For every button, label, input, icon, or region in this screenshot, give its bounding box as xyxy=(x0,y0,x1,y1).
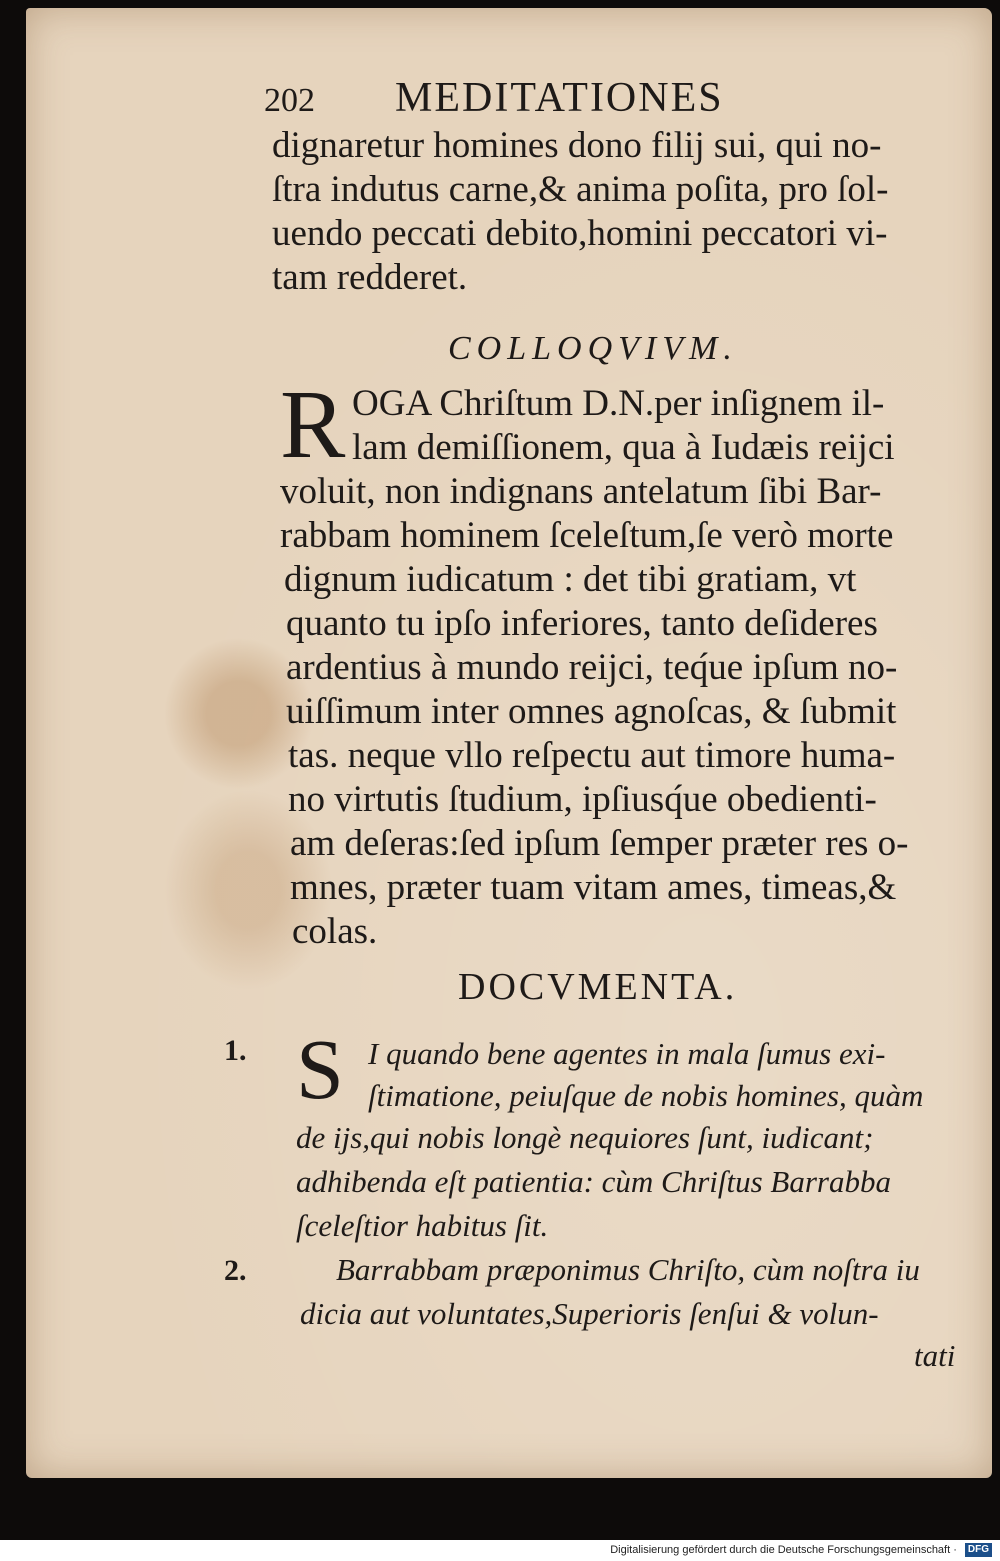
colloquium-line: voluit, non indignans antelatum ſibi Bar- xyxy=(280,471,882,512)
colloquium-line: ardentius à mundo reijci, teq́ue ipſum no- xyxy=(286,647,898,688)
documenta-drop-cap: S xyxy=(296,1021,344,1117)
intro-line: tam redderet. xyxy=(272,257,468,298)
colloquium-line: lam demiſſionem, qua à Iudæis reijci xyxy=(352,427,895,468)
colloquium-line: rabbam hominem ſceleſtum,ſe verò morte xyxy=(280,515,894,556)
documenta-line: ſtimatione, peiuſque de nobis homines, quàm xyxy=(368,1078,924,1113)
intro-line: ſtra indutus carne,& anima poſita, pro ſol- xyxy=(272,169,889,210)
documenta-line: I quando bene agentes in mala ſumus exi- xyxy=(368,1036,886,1071)
colloquium-line: OGA Chriſtum D.N.per inſignem il- xyxy=(352,383,885,424)
documenta-line: adhibenda eſt patientia: cùm Chriſtus Barrabba xyxy=(296,1164,891,1199)
colloquium-line: dignum iudicatum : det tibi gratiam, vt xyxy=(284,559,857,600)
running-head xyxy=(264,74,724,122)
documenta-line: tati xyxy=(914,1338,956,1373)
colloquium-drop-cap: R xyxy=(280,371,346,479)
colloquium-line: quanto tu ipſo inferiores, tanto deſideres xyxy=(286,603,878,644)
intro-line: dignaretur homines dono filij sui, qui no- xyxy=(272,125,882,166)
documenta-heading: DOCVMENTA. xyxy=(458,966,738,1008)
documenta-line: ſceleſtior habitus ſit. xyxy=(296,1208,549,1243)
item-marker: 2. xyxy=(224,1254,247,1287)
colloquium-line: colas. xyxy=(292,911,378,952)
colloquium-heading: COLLOQVIVM. xyxy=(448,330,738,367)
intro-line: uendo peccati debito,homini peccatori vi- xyxy=(272,213,888,254)
footer-text: Digitalisierung gefördert durch die Deutsche Forschungsgemeinschaft · xyxy=(610,1544,957,1556)
digitization-footer xyxy=(0,1540,1000,1561)
colloquium-line: tas. neque vllo reſpectu aut timore huma- xyxy=(288,735,896,776)
colloquium-line: no virtutis ſtudium, ipſiusq́ue obedienti- xyxy=(288,779,877,820)
documenta-line: Barrabbam præponimus Chriſto, cùm noſtra iu xyxy=(336,1252,920,1287)
documenta-line: de ijs,qui nobis longè nequiores ſunt, iudicant; xyxy=(296,1120,874,1155)
documenta-line: dicia aut voluntates,Superioris ſenſui & volun- xyxy=(300,1296,879,1331)
running-title: MEDITATIONES xyxy=(395,75,724,121)
colloquium-line: mnes, præter tuam vitam ames, timeas,& xyxy=(290,867,897,908)
page-number: 202 xyxy=(264,82,315,119)
colloquium-line: am deſeras:ſed ipſum ſemper præter res o- xyxy=(290,823,909,864)
dfg-logo: DFG xyxy=(965,1543,992,1557)
colloquium-line: uiſſimum inter omnes agnoſcas, & ſubmit xyxy=(286,691,897,732)
item-marker: 1. xyxy=(224,1034,247,1067)
